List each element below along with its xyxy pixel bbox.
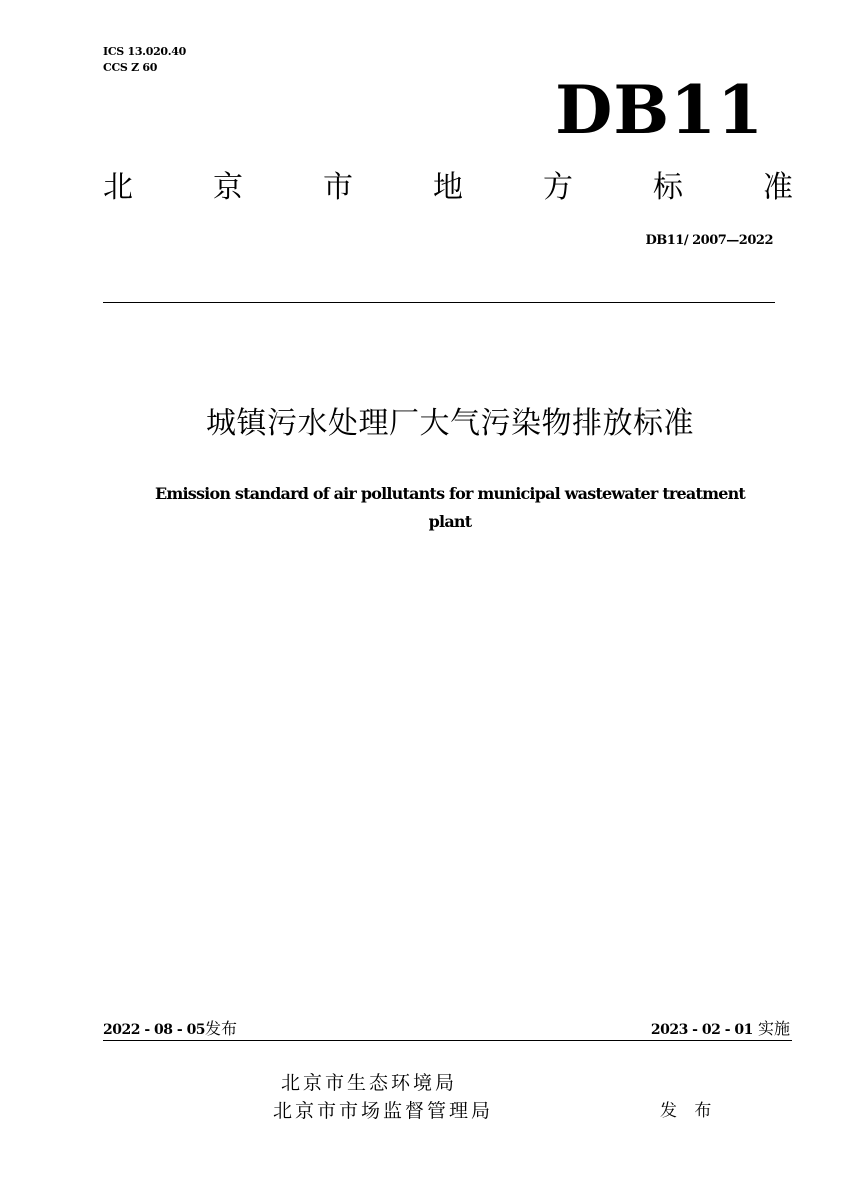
heading-char: 标 (653, 170, 683, 205)
beijing-local-standard-heading (103, 168, 793, 208)
heading-char: 北 (103, 170, 133, 205)
publish-date: 2022 - 08 - 05 (103, 1022, 206, 1038)
db-label: DB11 (555, 71, 764, 149)
heading-char: 京 (213, 170, 243, 205)
issue-label: 发 布 (660, 1101, 718, 1121)
heading-char: 市 (323, 170, 353, 205)
publish-label: 发布 (205, 1019, 238, 1038)
heading-char: 准 (763, 170, 793, 205)
issuer-org-1: 北京市生态环境局 (281, 1072, 458, 1094)
ccs-code: CCS Z 60 (103, 61, 158, 74)
issuer-org-2: 北京市市场监督管理局 (273, 1100, 494, 1122)
classification-codes (103, 44, 186, 76)
heading-char: 地 (433, 170, 463, 205)
document-title-cn: 城镇污水处理厂大气污染物排放标准 (206, 406, 694, 441)
bottom-divider (103, 1040, 792, 1041)
publish-info (103, 1018, 237, 1041)
heading-char: 方 (543, 170, 573, 205)
standard-code: DB11/ 2007—2022 (645, 233, 773, 248)
document-title-en (100, 480, 800, 536)
title-en-line: Emission standard of air pollutants for municipal wastewater treatment (154, 484, 746, 503)
implement-date: 2023 - 02 - 01 (650, 1022, 753, 1038)
top-divider (103, 302, 775, 303)
implement-info (651, 1018, 790, 1041)
title-en-line: plant (428, 512, 472, 531)
ics-code: ICS 13.020.40 (103, 45, 187, 58)
implement-label: 实施 (757, 1019, 790, 1038)
